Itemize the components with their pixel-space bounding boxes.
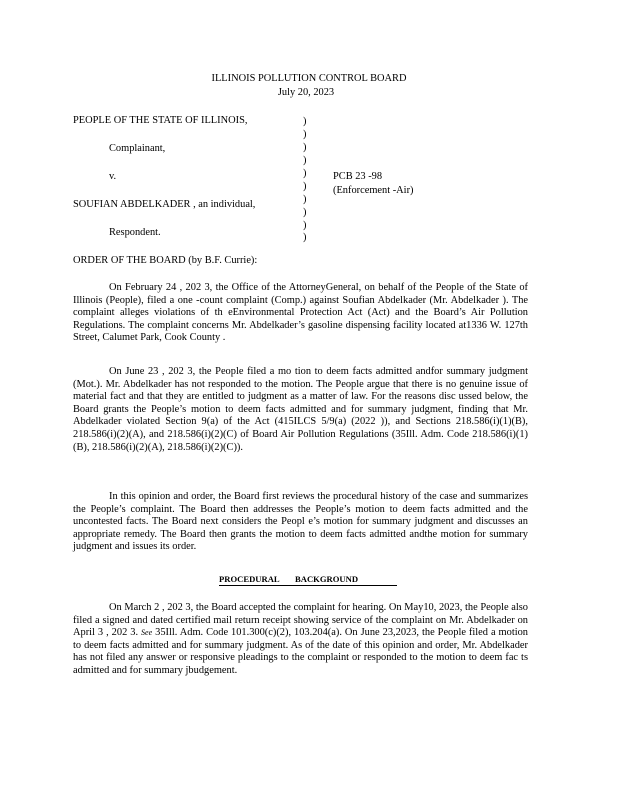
- paragraph-text: On March 2 , 202 3, the Board accepted the complaint for hearing. On May10, 2023, the People also filed a signed and dated certified mail return receipt showing service of the complaint on Mr. Abdelkader on April 3 , 202 3.: [73, 602, 528, 639]
- case-number: PCB 23 -98: [333, 171, 383, 182]
- paragraph: [73, 282, 528, 345]
- paragraph: [73, 366, 528, 454]
- section-heading: [219, 574, 397, 586]
- caption-defendant-role: Respondent.: [109, 227, 161, 238]
- see-signal: See: [141, 628, 153, 638]
- order-line: ORDER OF THE BOARD (by B.F. Currie):: [73, 255, 258, 266]
- board-title: ILLINOIS POLLUTION CONTROL BOARD: [211, 73, 407, 84]
- section-heading-word: BACKGROUND: [295, 574, 359, 584]
- section-heading-word: PROCEDURAL: [219, 574, 280, 584]
- paragraph-text: On June 23 , 202 3, the People filed a mo tion to deem facts admitted andfor summary judgment (Mot.). Mr. Abdelkader has not responded to the motion. The People argue that there is no genuine issue of material fact and that they are entitled to judgment as a matter of law. For the reasons disc ussed below, the Board grants the People’s motion to deem facts admitted and for summary judgment, finding that Mr. Abdelkader violated Section 9(a) of the Act (415ILCS 5/9(a) (2022 )), and Sections 218.586(i)(1)(B), 218.586(i)(2)(A), and 218.586(i)(2)(C) of Board Air Pollution Regulations (35Ill. Adm. Code 218.586(i)(1)(B), 218.586(i)(2)(A), 218.586(i)(2)(C)).: [73, 366, 528, 453]
- caption-plaintiff: PEOPLE OF THE STATE OF ILLINOIS,: [73, 115, 248, 126]
- caption-bracket: ): [303, 207, 307, 218]
- paragraph-text: On February 24 , 202 3, the Office of the AttorneyGeneral, on behalf of the People of the State of Illinois (People), filed a one -count complaint (Comp.) against Soufian Abdelkader (Mr. Abdelkader ). The complaint alleges violations of th eEnvironmental Protection Act (Act) and the Board’s Air Pollution Regulations. The complaint concerns Mr. Abdelkader’s gasoline dispensing facility located at1336 W. 127th Street, Calumet Park, Cook County .: [73, 282, 528, 344]
- caption-bracket: ): [303, 220, 307, 231]
- caption-plaintiff-role: Complainant,: [109, 143, 166, 154]
- case-type: (Enforcement -Air): [333, 185, 414, 196]
- caption-versus: v.: [109, 171, 117, 182]
- paragraph: [73, 602, 528, 678]
- order-date: July 20, 2023: [277, 87, 335, 98]
- caption-bracket: ): [303, 129, 307, 140]
- caption-bracket: ): [303, 168, 307, 179]
- caption-bracket: ): [303, 142, 307, 153]
- caption-bracket: ): [303, 181, 307, 192]
- caption-defendant: SOUFIAN ABDELKADER , an individual,: [73, 199, 256, 210]
- caption-bracket: ): [303, 232, 307, 243]
- caption-bracket: ): [303, 116, 307, 127]
- caption-bracket: ): [303, 194, 307, 205]
- paragraph: [73, 491, 528, 554]
- paragraph-text: 35Ill. Adm. Code 101.300(c)(2), 103.204(a). On June 23,2023, the People filed a motion to deem facts admitted and for summary judgment. As of the date of this opinion and order, Mr. Abdelkader has not filed any answer or responsive pleadings to the complaint or responded to the motion to deem fac ts admitted and for summary jbudgement.: [73, 627, 528, 676]
- caption-bracket: ): [303, 155, 307, 166]
- paragraph-text: In this opinion and order, the Board first reviews the procedural history of the case and summarizes the People’s complaint. The Board then addresses the People’s motion to deem facts admitted and the uncontested facts. The Board next considers the Peopl e’s motion for summary judgment and discusses an appropriate remedy. The Board then grants the motion to deem facts admitted andthe motion for summary judgment and issues its order.: [73, 491, 528, 553]
